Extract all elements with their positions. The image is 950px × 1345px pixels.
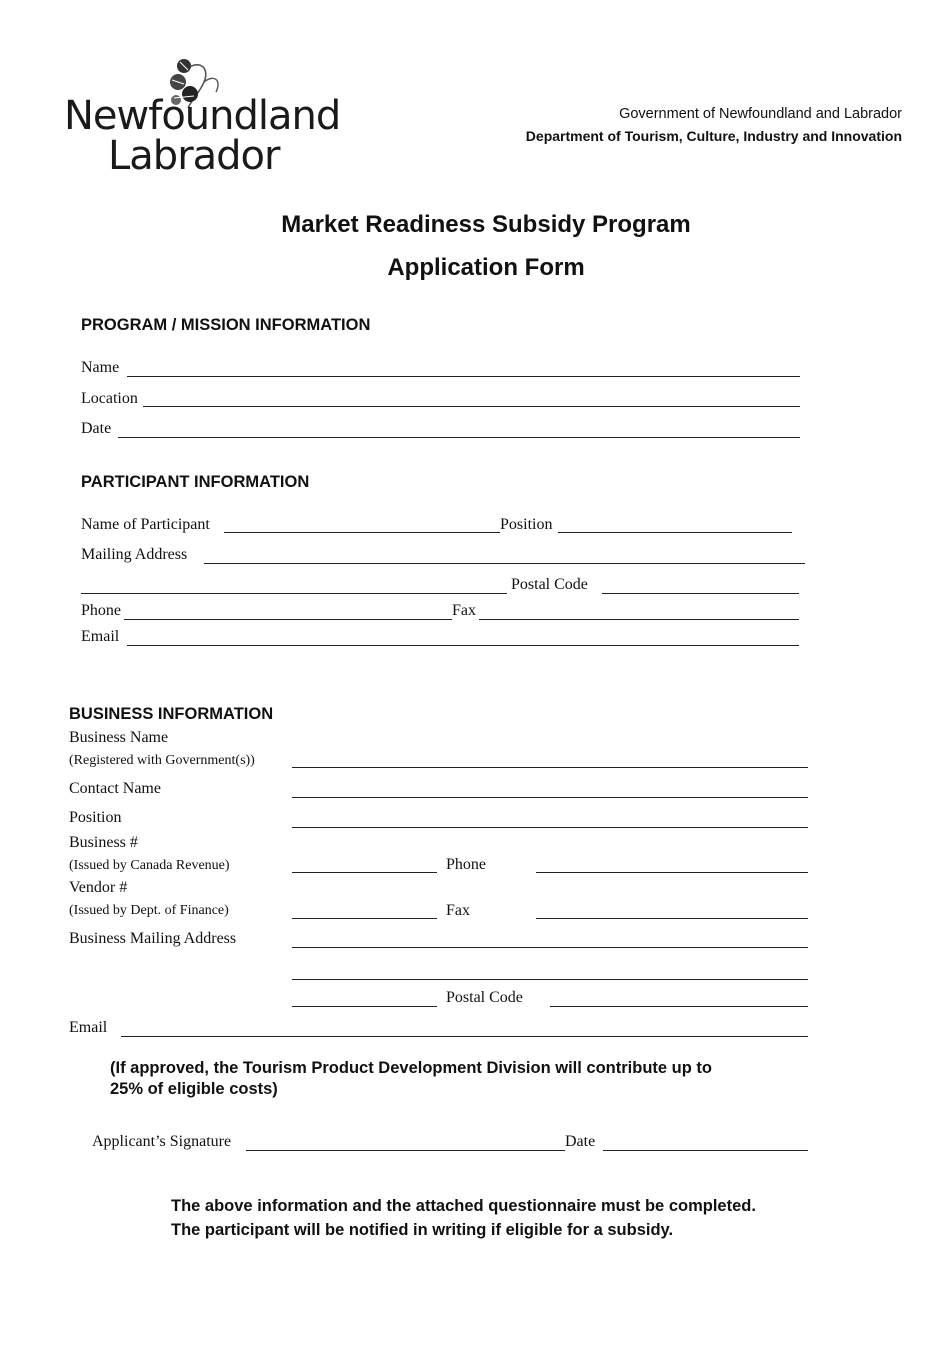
department-name: Department of Tourism, Culture, Industry and Innovation [525,128,902,144]
form-title: Market Readiness Subsidy Program [281,211,691,238]
vendor-number-field[interactable] [292,918,437,919]
participant-mailing-field[interactable] [204,563,805,564]
business-fax-field[interactable] [536,918,808,919]
footer-note-line2: The participant will be notified in writing if eligible for a subsidy. [171,1221,674,1239]
program-location-field[interactable] [143,406,800,407]
participant-phone-field[interactable] [124,619,452,620]
participant-phone-label: Phone [81,602,121,619]
business-phone-label: Phone [446,856,486,873]
business-number-sublabel: (Issued by Canada Revenue) [69,858,230,873]
participant-email-field[interactable] [127,645,799,646]
vendor-number-sublabel: (Issued by Dept. of Finance) [69,903,229,918]
participant-section-heading: PARTICIPANT INFORMATION [81,473,310,491]
participant-name-field[interactable] [224,532,500,533]
business-name-sublabel: (Registered with Government(s)) [69,753,255,768]
signature-label: Applicant’s Signature [92,1133,232,1150]
business-postal-field[interactable] [550,1006,808,1007]
business-fax-label: Fax [446,902,470,919]
business-email-label: Email [69,1019,108,1036]
contribution-note-line2: 25% of eligible costs) [110,1080,278,1098]
participant-postal-label: Postal Code [511,576,588,593]
business-mailing-field[interactable] [292,947,808,948]
signature-field[interactable] [246,1150,565,1151]
footer-note-line1: The above information and the attached questionnaire must be completed. [171,1197,756,1215]
business-mailing-label: Business Mailing Address [69,930,237,947]
business-name-label: Business Name [69,729,169,746]
contact-name-label: Contact Name [69,780,161,797]
participant-position-field[interactable] [558,532,792,533]
signature-date-field[interactable] [603,1150,808,1151]
participant-position-label: Position [500,516,553,533]
participant-mailing-label: Mailing Address [81,546,188,563]
vendor-number-label: Vendor # [69,879,128,896]
contact-name-field[interactable] [292,797,808,798]
participant-name-label: Name of Participant [81,516,210,533]
participant-mailing-field-2[interactable] [81,593,507,594]
logo-line1: Newfoundland [64,93,341,139]
logo [64,56,341,181]
business-mailing-field-3[interactable] [292,1006,437,1007]
business-mailing-field-2[interactable] [292,979,808,980]
business-postal-label: Postal Code [446,989,523,1006]
government-name: Government of Newfoundland and Labrador [619,106,902,122]
program-name-label: Name [81,359,120,376]
signature-date-label: Date [565,1133,596,1150]
participant-fax-label: Fax [452,602,476,619]
business-name-field[interactable] [292,767,808,768]
business-position-field[interactable] [292,827,808,828]
program-section-heading: PROGRAM / MISSION INFORMATION [81,316,371,334]
business-number-label: Business # [69,834,138,851]
program-date-field[interactable] [118,437,800,438]
program-date-label: Date [81,420,112,437]
participant-email-label: Email [81,628,120,645]
business-section-heading: BUSINESS INFORMATION [69,705,274,723]
participant-fax-field[interactable] [479,619,799,620]
program-location-label: Location [81,390,138,407]
business-email-field[interactable] [121,1036,808,1037]
business-number-field[interactable] [292,872,437,873]
logo-line2: Labrador [108,133,280,179]
form-subtitle: Application Form [387,254,585,281]
business-phone-field[interactable] [536,872,808,873]
participant-postal-field[interactable] [602,593,799,594]
contribution-note-line1: (If approved, the Tourism Product Development Division will contribute up to [110,1059,712,1077]
program-name-field[interactable] [127,376,800,377]
business-position-label: Position [69,809,122,826]
